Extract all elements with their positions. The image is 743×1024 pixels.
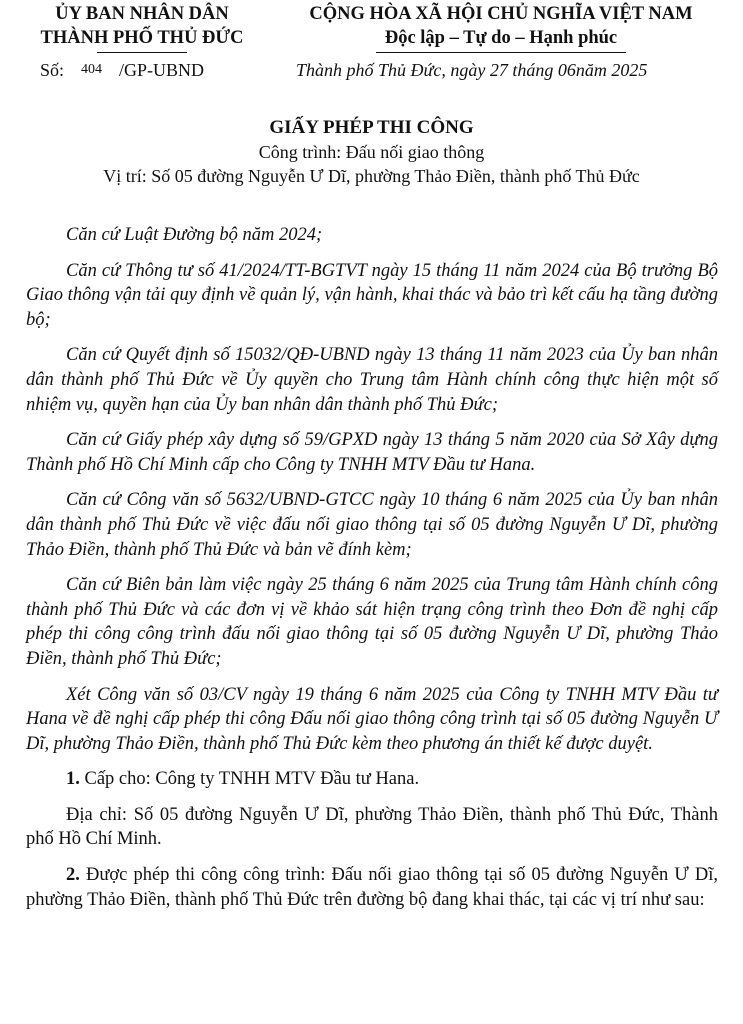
issue-date [296,58,647,82]
legal-basis-3: Căn cứ Quyết định số 15032/QĐ-UBND ngày 13 tháng 11 năm 2023 của Ủy ban nhân dân thành phố Thủ Đức về Ủy quyền cho Trung tâm Hành chính công thực hiện một số nhiệm vụ, quyền hạn của Ủy ban nhân dân thành phố Thủ Đức; [26,345,718,415]
number-value: 404 [81,62,103,77]
authority-underline [97,52,187,53]
article-2-number: 2. [66,865,80,886]
number-suffix: /GP-UBND [119,60,205,80]
document-number [40,58,204,85]
document-title: GIẤY PHÉP THI CÔNG [269,117,474,138]
legal-basis-6: Căn cứ Biên bản làm việc ngày 25 tháng 6 năm 2025 của Trung tâm Hành chính công thành phố Thủ Đức và các đơn vị về khảo sát hiện trạng công trình theo Đơn đề nghị cấp phép thi công công trình đấu nối giao thông tại số 05 đường Nguyễn Ư Dĩ, phường Thảo Điền, thành phố Thủ Đức; [26,575,718,669]
article-1-number: 1. [66,769,80,790]
article-1 [26,767,718,792]
issuing-authority [22,2,262,50]
article-1-text: Cấp cho: Công ty TNHH MTV Đầu tư Hana. [79,769,420,790]
project-name: Công trình: Đấu nối giao thông [258,142,485,162]
national-name: CỘNG HÒA XÃ HỘI CHỦ NGHĨA VIỆT NAM [309,4,693,24]
legal-basis-2: Căn cứ Thông tư số 41/2024/TT-BGTVT ngày 15 tháng 11 năm 2024 của Bộ trưởng Bộ Giao thông vận tải quy định về quản lý, vận hành, khai thác và bảo trì kết cấu hạ tầng đường bộ; [26,260,718,330]
project-location: Vị trí: Số 05 đường Nguyễn Ư Dĩ, phường Thảo Điền, thành phố Thủ Đức [103,166,640,186]
consideration: Xét Công văn số 03/CV ngày 19 tháng 6 năm 2025 của Công ty TNHH MTV Đầu tư Hana về đề nghị cấp phép thi công Đấu nối giao thông công trình tại số 05 đường Nguyễn Ư Dĩ, phường Thảo Điền, thành phố Thủ Đức kèm theo phương án thiết kế được duyệt. [26,684,718,754]
date-text-after: năm 2025 [575,60,648,80]
legal-basis-4: Căn cứ Giấy phép xây dựng số 59/GPXD ngày 13 tháng 5 năm 2020 của Sở Xây dựng Thành phố Hồ Chí Minh cấp cho Công ty TNHH MTV Đầu tư Hana. [26,430,718,475]
grantee-address: Địa chỉ: Số 05 đường Nguyễn Ư Dĩ, phường Thảo Điền, thành phố Thủ Đức, Thành phố Hồ Chí Minh. [26,804,718,850]
date-text-before: Thành phố Thủ Đức, ngày 27 tháng [296,60,558,80]
authority-line-2: THÀNH PHỐ THỦ ĐỨC [40,28,244,48]
national-motto: Độc lập – Tự do – Hạnh phúc [384,28,618,48]
national-title [266,2,736,50]
document-header [0,2,743,58]
article-2 [26,863,718,912]
date-month: 06 [557,60,576,80]
legal-basis-5: Căn cứ Công văn số 5632/UBND-GTCC ngày 10 tháng 6 năm 2025 của Ủy ban nhân dân thành phố Thủ Đức về việc đấu nối giao thông tại số 05 đường Nguyễn Ư Dĩ, phường Thảo Điền, thành phố Thủ Đức và bản vẽ đính kèm; [26,490,718,560]
authority-line-1: ỦY BAN NHÂN DÂN [55,4,229,24]
article-2-text: Được phép thi công công trình: Đấu nối giao thông tại số 05 đường Nguyễn Ư Dĩ, phường Thảo Điền, thành phố Thủ Đức trên đường bộ đang khai thác, tại các vị trí như sau: [26,865,718,910]
legal-basis-1: Căn cứ Luật Đường bộ năm 2024; [66,225,323,245]
motto-underline [376,52,626,53]
number-prefix: Số: [40,60,65,80]
document-body [26,223,718,923]
